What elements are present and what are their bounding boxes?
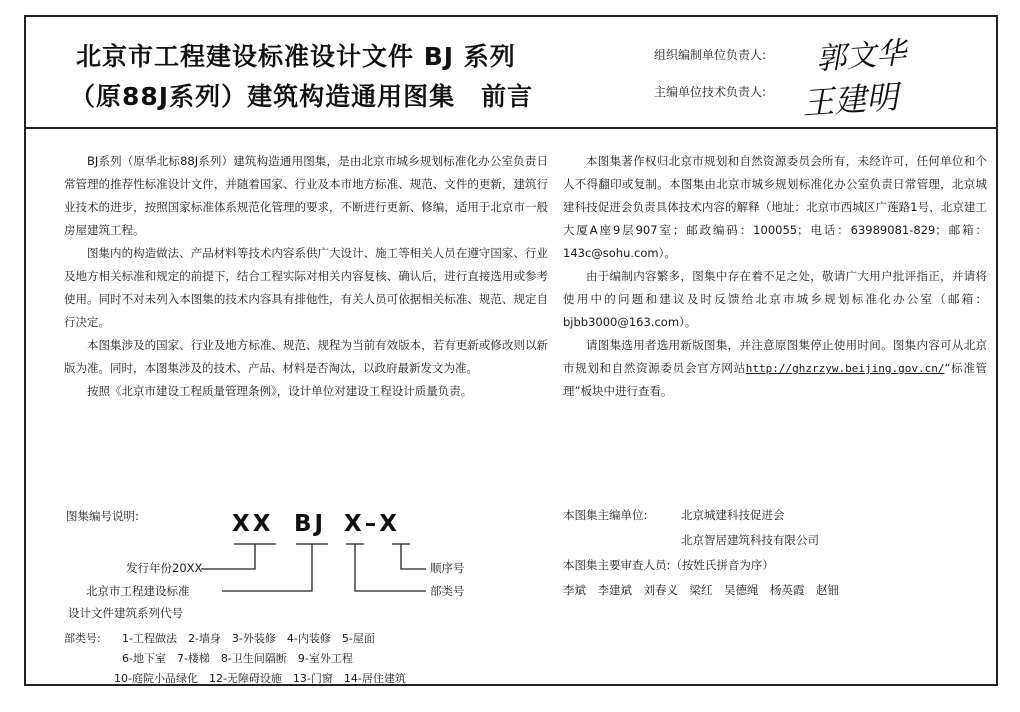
- chief-unit-1: 北京城建科技促进会: [681, 508, 785, 522]
- title-line-2: （原88J系列）建筑构造通用图集 前言: [70, 82, 534, 111]
- note-series-line2: 设计文件建筑系列代号: [68, 606, 183, 620]
- note-category: 部类号: [430, 584, 465, 598]
- note-series-line1: 北京市工程建设标准: [86, 584, 190, 598]
- code-number-part: X–X: [344, 511, 400, 537]
- paragraph-copyright: 本图集著作权归北京市规划和自然资源委员会所有，未经许可，任何单位和个人不得翻印或复制。本图集由北京市城乡规划标准化办公室负责日常管理，北京城建科技促进会负责具体技术内容的解释（地址：北京市西城区广莲路1号，北京建工大厦A座9层907室；邮政编码：100055；电话：63989081-829；邮箱：143c@sohu.com）。: [563, 154, 987, 260]
- chief-unit-label: 本图集主编单位:: [563, 508, 648, 522]
- signature-org: 郭文华: [815, 35, 908, 78]
- website-suffix: “标准管理”板块中进行查看。: [563, 361, 987, 398]
- category-line-3: 10-庭院小品绿化 12-无障碍设施 13-门窗 14-居住建筑: [114, 672, 406, 685]
- paragraph-quality: 按照《北京市建设工程质量管理条例》，设计单位对建设工程设计质量负责。: [87, 384, 473, 398]
- website-intro: 请图集选用者选用新版图集，并注意原图集停止使用时间。图集内容可从北京市规划和自然资源委员会官方网站: [563, 338, 987, 375]
- signature-tech: 王建明: [800, 77, 900, 123]
- category-line-1: 1-工程做法 2-墙身 3-外装修 4-内装修 5-屋面: [122, 632, 375, 645]
- category-label: 部类号:: [64, 632, 101, 645]
- right-column: [563, 150, 987, 403]
- category-line-2: 6-地下室 7-楼梯 8-卫生间隔断 9-室外工程: [122, 652, 353, 665]
- page-frame: [24, 15, 998, 686]
- website-link[interactable]: http://ghzrzyw.beijing.gov.cn/: [745, 362, 945, 375]
- chief-unit-2: 北京智居建筑科技有限公司: [681, 533, 819, 547]
- paragraph-website: [563, 334, 987, 403]
- paragraph-usage: 图集内的构造做法、产品材料等技术内容系供广大设计、施工等相关人员在遵守国家、行业及地方相关标准和规定的前提下，结合工程实际对相关内容复核、确认后，进行直接选用或参考使用。同时不对未列入本图集的技术内容具有排他性，有关人员可依据相关标准、规范、规定自行决定。: [64, 246, 548, 329]
- code-year-part: XX: [232, 511, 274, 537]
- note-sequence: 顺序号: [430, 561, 465, 575]
- tech-responsible-label: 主编单位技术负责人:: [654, 85, 767, 99]
- note-year: 发行年份20XX: [126, 561, 203, 575]
- title-line-1: 北京市工程建设标准设计文件 BJ 系列: [76, 42, 516, 71]
- paragraph-standards: 本图集涉及的国家、行业及地方标准、规范、规程为当前有效版本，若有更新或修改则以新版为准。同时，本图集涉及的技术、产品、材料是否淘汰，以政府最新发文为准。: [64, 338, 548, 375]
- reviewers-list: 李斌 李建斌 刘春义 梁红 吴德绳 杨英霞 赵钿: [563, 583, 839, 597]
- paragraph-intro: BJ系列（原华北标88J系列）建筑构造通用图集，是由北京市城乡规划标准化办公室负责日常管理的推荐性标准设计文件，并随着国家、行业及本市地方标准、规范、文件的更新，建筑行业技术的进步，按照国家标准体系规范化管理的要求，不断进行更新、修编，适用于北京市一般房屋建筑工程。: [64, 154, 548, 237]
- paragraph-feedback: 由于编制内容繁多，图集中存在着不足之处，敬请广大用户批评指正，并请将使用中的问题和建议及时反馈给北京市城乡规划标准化办公室（邮箱：bjbb3000@163.com）。: [563, 269, 987, 329]
- code-explanation-label: 图集编号说明:: [66, 509, 139, 523]
- code-series-part: BJ: [294, 511, 327, 537]
- reviewers-label: 本图集主要审查人员:（按姓氏拼音为序）: [563, 558, 774, 572]
- org-responsible-label: 组织编制单位负责人:: [654, 48, 767, 62]
